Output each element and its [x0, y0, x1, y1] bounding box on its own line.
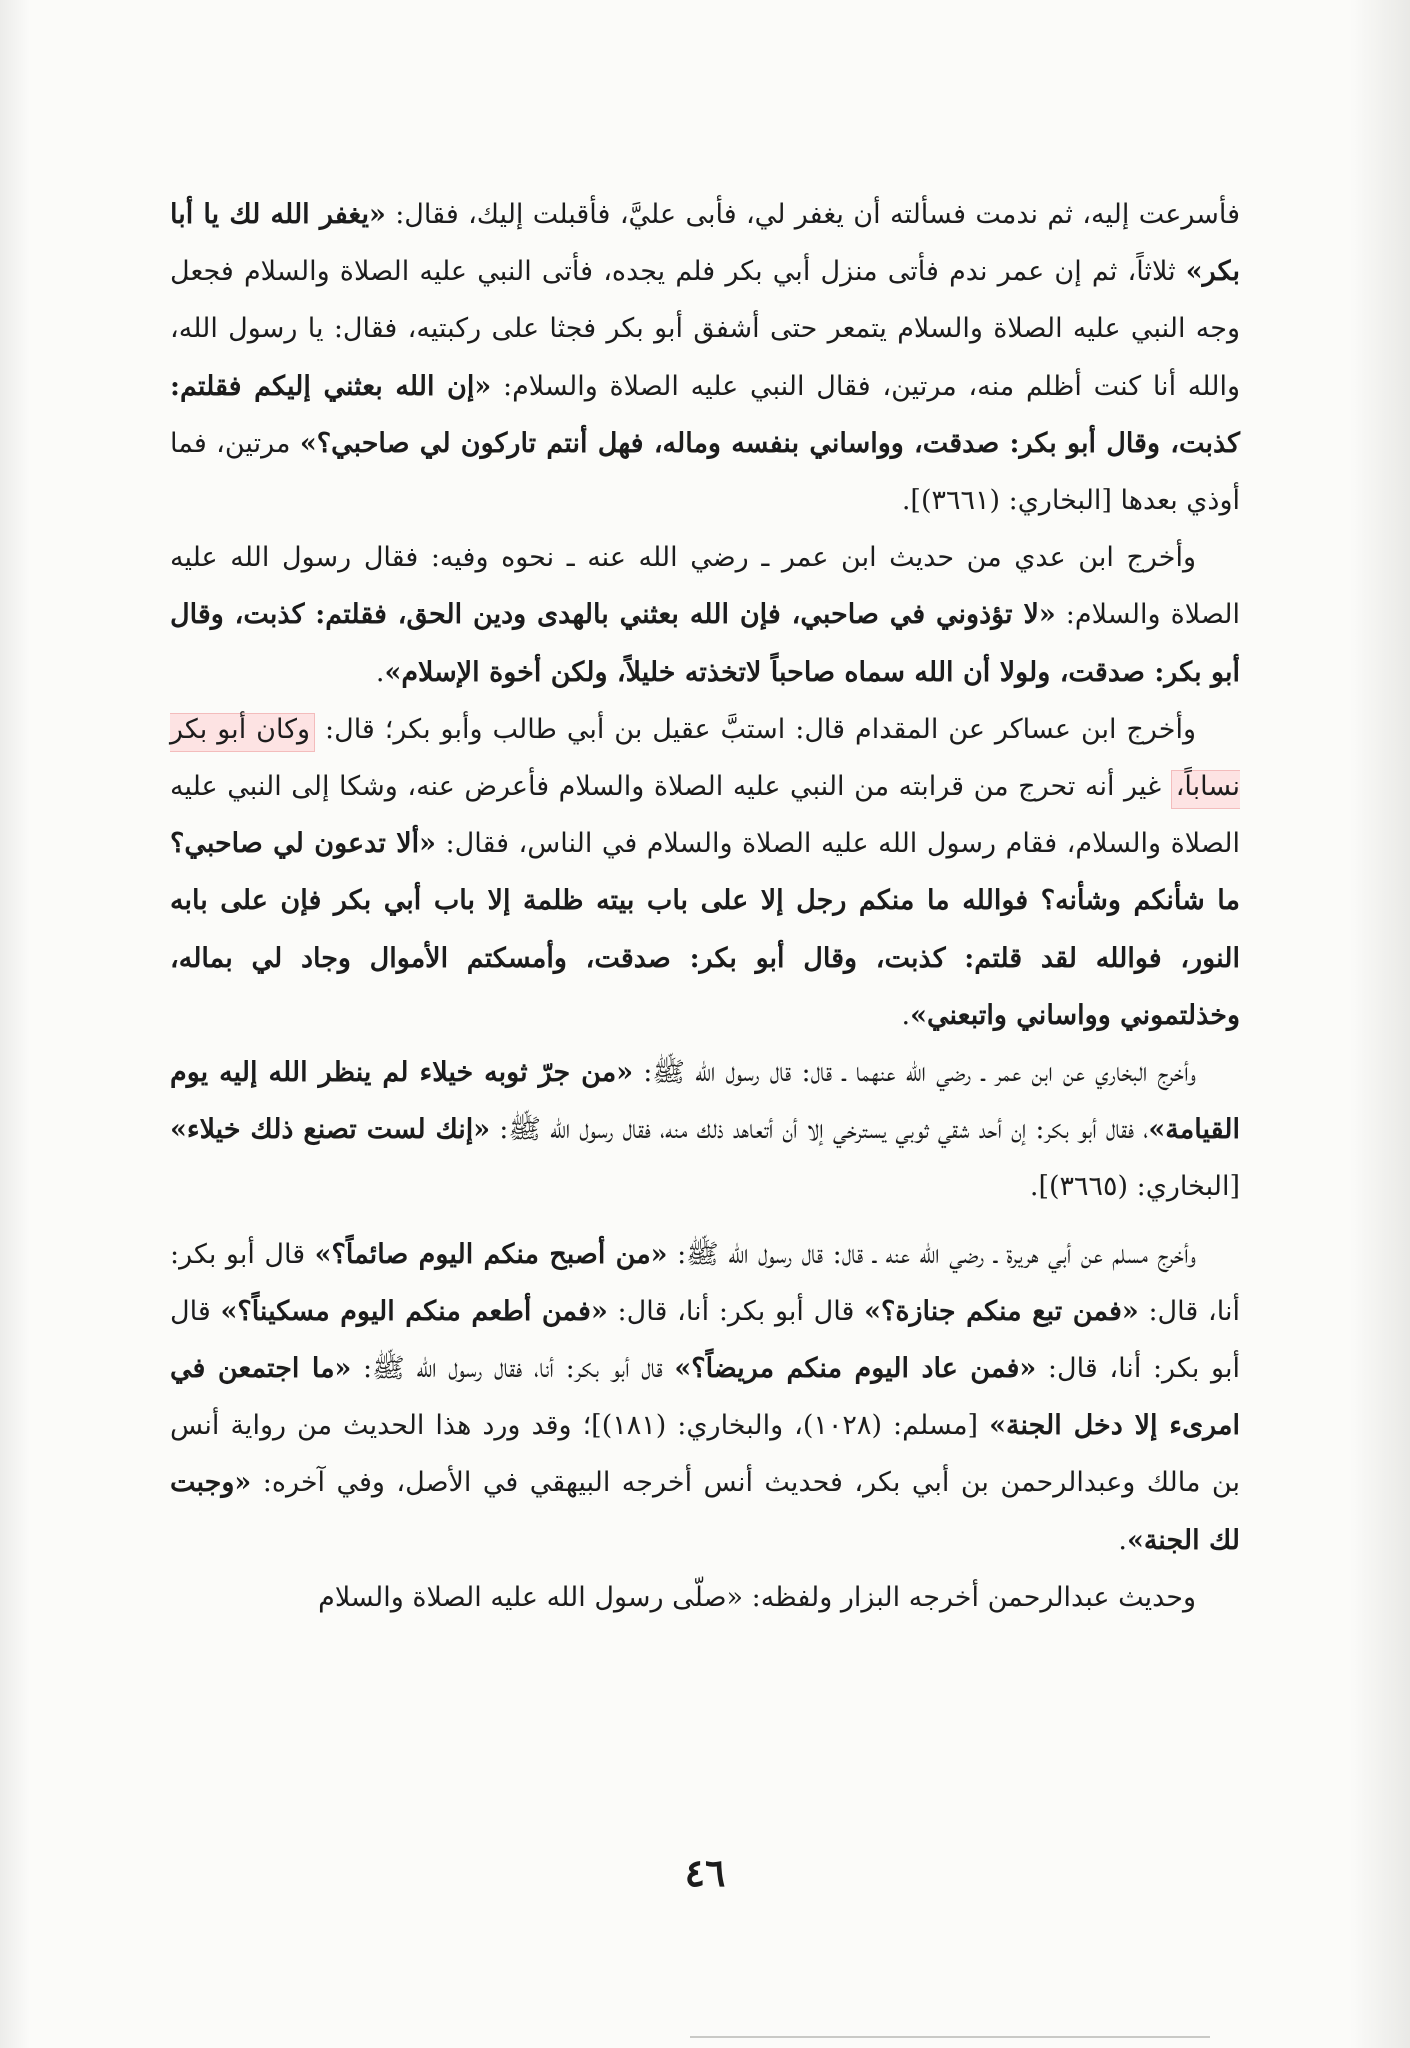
hadith-quote: «لا تؤذوني في صاحبي، فإن الله بعثني بالهدى ودين الحق، فقلتم: كذبت، وقال أبو بكر: صدقت، ولولا أن الله سماه صاحباً لاتخذته خليلاً، ولكن أخوة الإسلام» [170, 599, 1240, 688]
text-run: قال أبو بكر: أنا، فقال رسول الله ﷺ: [351, 1353, 675, 1385]
hadith-quote: «إنك لست تصنع ذلك خيلاء» [170, 1114, 491, 1146]
hadith-quote: «وجبت لك الجنة» [170, 1467, 1240, 1556]
hadith-quote: «فمن تبع منكم جنازة؟» [864, 1295, 1139, 1327]
page-shadow-left [0, 0, 30, 2048]
paragraph [170, 701, 1240, 1044]
hadith-quote: «فمن عاد اليوم منكم مريضاً؟» [674, 1353, 1037, 1385]
text-run: قال أبو بكر: أنا، قال: [170, 1295, 1240, 1385]
page-shadow-right [1350, 0, 1410, 2048]
hadith-quote: «من أصبح منكم اليوم صائماً؟» [314, 1238, 668, 1270]
text-run: غير أنه تحرج من قرابته من النبي عليه الصلاة والسلام فأعرض عنه، وشكا إلى النبي عليه الصلاة والسلام، فقام رسول الله عليه الصلاة والسلام في الناس، فقال: [170, 771, 1240, 860]
text-run: . [901, 999, 911, 1031]
page-body [170, 186, 1240, 1626]
hadith-quote: «إن الله بعثني إليكم فقلتم: كذبت، وقال أبو بكر: صدقت، وواساني بنفسه وماله، فهل أنتم تاركون لي صاحبي؟» [170, 370, 1240, 459]
text-run: فأسرعت إليه، ثم ندمت فسألته أن يغفر لي، فأبى عليَّ، فأقبلت إليك، فقال: [385, 199, 1240, 230]
text-run: [مسلم: (١٠٢٨)، والبخاري: (١٨١)]؛ وقد ورد هذا الحديث من رواية أنس بن مالك وعبدالرحمن بن أبي بكر، فحديث أنس أخرجه البيهقي في الأصل، وفي آخره: [170, 1410, 1240, 1499]
text-run: . [375, 656, 385, 688]
page-number: ٤٦ [684, 1850, 726, 1895]
text-run: وأخرج مسلم عن أبي هريرة ـ رضي الله عنه ـ قال: قال رسول الله ﷺ: [667, 1238, 1196, 1270]
paragraph [170, 1569, 1240, 1626]
paragraph [170, 186, 1240, 529]
text-run: ثلاثاً، ثم إن عمر ندم فأتى منزل أبي بكر فلم يجده، فأتى النبي عليه الصلاة والسلام فجعل وجه النبي عليه الصلاة والسلام يتمعر حتى أشفق أبو بكر فجثا على ركبتيه، فقال: يا رسول الله، والله أنا كنت أظلم منه، مرتين، فقال النبي عليه الصلاة والسلام: [170, 256, 1240, 402]
text-run: [البخاري: (٣٦٦٥)]. [1029, 1171, 1240, 1203]
paragraph [170, 1044, 1240, 1216]
paragraph [170, 529, 1240, 701]
text-run: . [1118, 1524, 1127, 1556]
hadith-quote: «ما اجتمعن في امرىء إلا دخل الجنة» [170, 1353, 1240, 1442]
text-run: ، فقال أبو بكر: إن أحد شقي ثوبي يسترخي إلا أن أتعاهد ذلك منه، فقال رسول الله ﷺ: [490, 1114, 1149, 1146]
hadith-quote: «ألا تدعون لي صاحبي؟ ما شأنكم وشأنه؟ فوالله ما منكم رجل إلا على باب بيته ظلمة إلا باب أبي بكر فإن على بابه النور، فوالله لقد قلتم: كذبت، وقال أبو بكر: صدقت، وأمسكتم الأموال وجاد لي بماله، وخذلتموني وواساني واتبعني» [170, 828, 1240, 1031]
text-run: مرتين، فما أوذي بعدها [البخاري: (٣٦٦١)]. [170, 427, 1240, 517]
bottom-rule [690, 2036, 1210, 2038]
hadith-quote: «فمن أطعم منكم اليوم مسكيناً؟» [220, 1295, 608, 1327]
hadith-quote: «يغفر الله لك يا أبا بكر» [170, 199, 1240, 288]
hadith-quote: «من جرّ ثوبه خيلاء لم ينظر الله إليه يوم القيامة» [170, 1057, 1240, 1146]
text-run: وحديث عبدالرحمن أخرجه البزار ولفظه: «صلّى رسول الله عليه الصلاة والسلام [318, 1581, 1196, 1613]
highlighted-text: وكان أبو بكر نساباً، [170, 713, 1240, 809]
paragraph [170, 1226, 1240, 1569]
text-run: وأخرج ابن عدي من حديث ابن عمر ـ رضي الله عنه ـ نحوه وفيه: فقال رسول الله عليه الصلاة والسلام: [170, 542, 1241, 631]
text-run: وأخرج البخاري عن ابن عمر ـ رضي الله عنهما ـ قال: قال رسول الله ﷺ: [633, 1057, 1196, 1089]
text-run: قال أبو بكر: أنا، قال: [607, 1295, 865, 1327]
text-run: قال أبو بكر: أنا، قال: [170, 1238, 1240, 1327]
text-run: وأخرج ابن عساكر عن المقدام قال: استبَّ عقيل بن أبي طالب وأبو بكر؛ قال: [315, 713, 1196, 745]
